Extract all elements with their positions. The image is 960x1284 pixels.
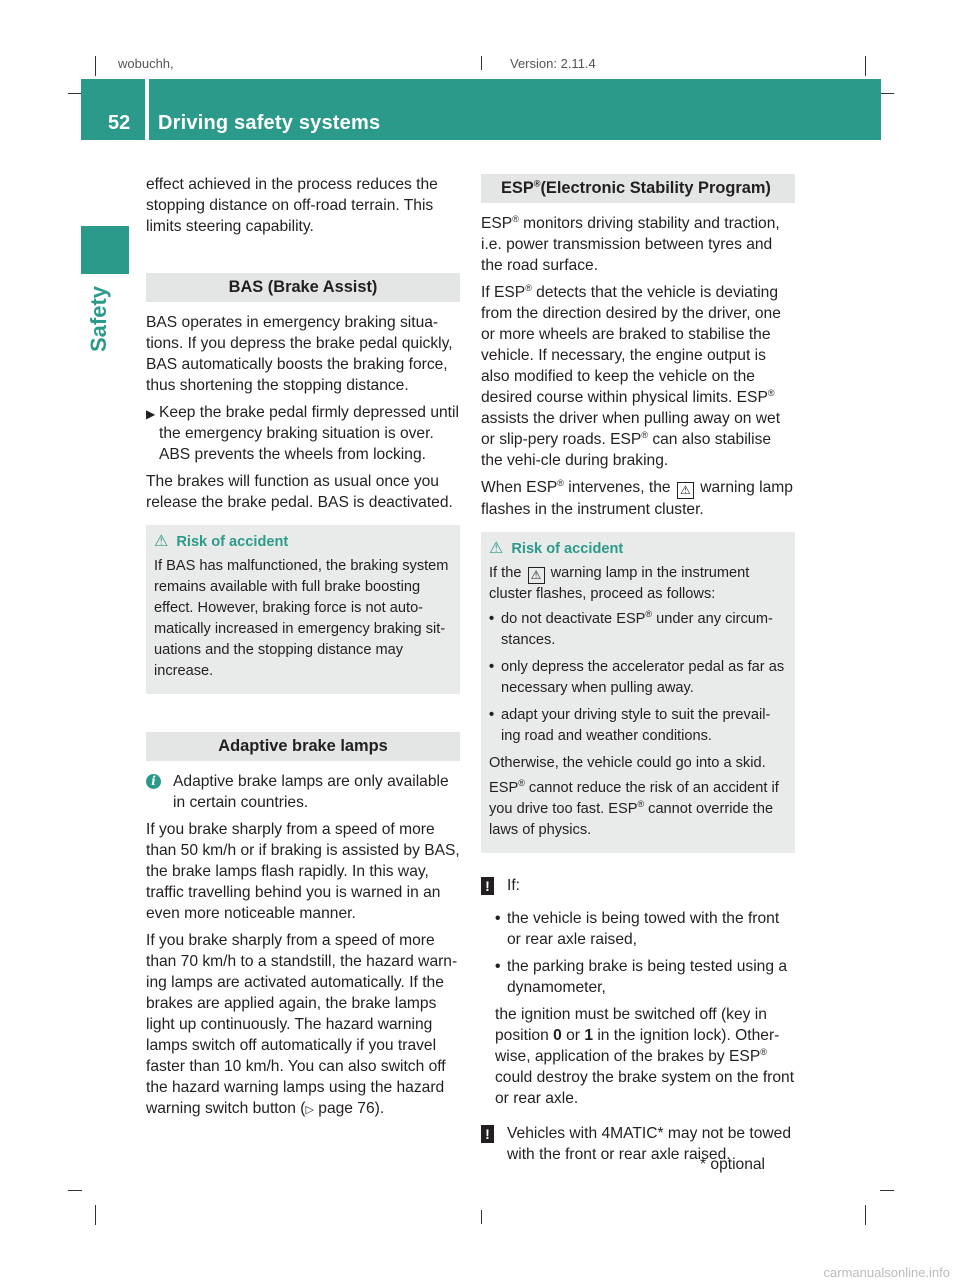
esp-warning-box: [481, 532, 795, 853]
header-divider: [145, 79, 149, 140]
info-note: [146, 771, 460, 813]
print-meta-right: Version: 2.11.4: [510, 56, 596, 71]
notice-1: [481, 875, 795, 902]
list-item-text: [501, 609, 789, 651]
notice-2-text: Vehicles with 4MATIC* may not be towed with the front or rear axle raised.: [507, 1125, 791, 1163]
text-fragment: can also stabilise the vehi-cle during braking.: [481, 431, 772, 469]
warning-text: If BAS has malfunctioned, the braking system remains available with full brake boosting effect. However, braking force is not auto-matically increased in emergency braking sit-uations and the stopping distance may increase.: [154, 558, 449, 679]
text-fragment: in the ignition lock). Other-wise, application of the brakes by ESP: [495, 1027, 780, 1065]
crop-mark: [481, 56, 482, 70]
reg-mark: ®: [760, 1046, 767, 1057]
page-ref-arrow-icon: ▷: [305, 1104, 314, 1116]
list-item: [495, 956, 795, 998]
esp-heading-a: ESP: [501, 179, 534, 197]
text-fragment: warning lamp flashes in the instrument cluster.: [481, 479, 793, 518]
list-item: [489, 657, 789, 699]
list-item-text: only depress the accelerator pedal as far as necessary when pulling away.: [501, 659, 785, 696]
abl-paragraph-1: If you brake sharply from a speed of more than 50 km/h or if braking is assisted by BAS, the brake lamps flash rapidly. In this way, traffic travelling behind you is warned in an even more noticeable manner.: [146, 821, 460, 922]
text-fragment: cannot override the laws of physics.: [489, 801, 774, 838]
watermark: carmanualsonline.info: [823, 1265, 950, 1280]
esp-heading: [481, 174, 795, 203]
bullet-icon: •: [489, 659, 495, 675]
reg-mark: ®: [645, 609, 653, 620]
text-fragment: If the: [489, 565, 526, 581]
abl-paragraph-2-text: If you brake sharply from a speed of more than 70 km/h to a standstill, the hazard warn-ing lamps are activated automatically. If the brakes are applied again, the brake lamps light up continuously. The hazard warning lamps switch off automatically if you travel faster than 10 km/h. You can also switch off the hazard warning lamps using the hazard warning switch button (: [146, 932, 458, 1117]
text-fragment: do not deactivate ESP: [501, 611, 646, 627]
crop-mark: [95, 56, 96, 76]
adaptive-brake-lamps-heading: Adaptive brake lamps: [146, 732, 460, 761]
warning-paragraph-3: [489, 778, 789, 841]
bas-heading: BAS (Brake Assist): [146, 273, 460, 302]
warning-title: [489, 538, 789, 560]
notice-1-paragraph: [495, 1004, 795, 1109]
reg-mark: ®: [557, 477, 564, 488]
text-fragment: monitors driving stability and traction, i.e. power transmission between tyres and the road surface.: [481, 215, 780, 274]
page-number: 52: [108, 112, 131, 134]
bas-step-text: Keep the brake pedal firmly depressed until the emergency braking situation is over. ABS prevents the wheels from locking.: [159, 404, 459, 463]
bas-warning-box: [146, 525, 460, 694]
warning-triangle-icon: ⚠: [489, 540, 504, 557]
list-item: [495, 908, 795, 950]
warning-triangle-icon: ⚠: [154, 533, 169, 550]
bullet-icon: •: [495, 910, 501, 927]
esp-paragraph-2: [481, 282, 795, 471]
list-item-text: adapt your driving style to suit the prevail-ing road and weather conditions.: [501, 707, 771, 744]
text-fragment: cannot reduce the risk of an accident if you drive too fast. ESP: [489, 780, 779, 817]
warning-intro: [489, 563, 789, 605]
text-fragment: or: [561, 1027, 585, 1044]
esp-warning-lamp-icon: ⚠: [677, 482, 694, 499]
step-arrow-icon: ▶: [146, 407, 156, 421]
text-fragment: If ESP: [481, 284, 526, 301]
bullet-icon: •: [489, 707, 495, 723]
list-item-text: the vehicle is being towed with the front or rear axle raised,: [507, 910, 780, 948]
list-item: [489, 705, 789, 747]
notice-1-if: If:: [507, 877, 520, 894]
text-fragment: When ESP: [481, 479, 558, 496]
esp-heading-b: (Electronic Stability Program): [540, 179, 771, 197]
reg-mark: ®: [637, 799, 645, 810]
exclamation-icon: !: [481, 1125, 494, 1143]
reg-mark: ®: [518, 778, 525, 789]
position-0: 0: [553, 1027, 562, 1044]
esp-warning-lamp-icon: ⚠: [528, 567, 545, 584]
text-fragment: warning lamp in the instrument cluster flashes, proceed as follows:: [489, 565, 750, 602]
section-tab-label: Safety: [86, 285, 111, 352]
crop-mark: [68, 93, 82, 94]
crop-mark: [481, 1210, 482, 1224]
text-fragment: intervenes, the: [563, 479, 675, 496]
warning-title: [154, 531, 454, 553]
crop-mark: [865, 56, 866, 76]
text-fragment: ESP: [489, 780, 519, 796]
bullet-icon: •: [489, 611, 495, 627]
bas-step: [146, 402, 460, 465]
list-item-text: the parking brake is being tested using a dynamometer,: [507, 958, 788, 996]
notice-1-body: [507, 875, 520, 902]
bas-paragraph-1: BAS operates in emergency braking situa-tions. If you depress the brake pedal quickly, BAS automatically boosts the braking force, thus shortening the stopping distance.: [146, 314, 453, 394]
esp-paragraph-1: [481, 213, 795, 276]
crop-mark: [880, 1190, 894, 1191]
section-tab-marker: [81, 226, 129, 274]
notice-1-content: [481, 908, 795, 1109]
list-item: [489, 609, 789, 651]
text-fragment: could destroy the brake system on the front or rear axle.: [495, 1069, 795, 1107]
bullet-icon: •: [495, 958, 501, 975]
crop-mark: [95, 1205, 96, 1225]
esp-paragraph-3: [481, 477, 795, 520]
crop-mark: [880, 93, 894, 94]
text-fragment: detects that the vehicle is deviating from the direction desired by the driver, one or more wheels are braked to stabilise the vehicle. If necessary, the engine output is also modified to keep the vehicle on the desired course within physical limits. ESP: [481, 284, 781, 406]
reg-mark: ®: [525, 282, 532, 293]
warning-title-text: Risk of accident: [176, 534, 289, 550]
right-column: [481, 174, 795, 1171]
reg-mark: ®: [641, 429, 648, 440]
abl-paragraph-2: [146, 930, 460, 1121]
page-ref-link[interactable]: page 76).: [313, 1100, 385, 1117]
exclamation-icon: !: [481, 877, 494, 895]
text-fragment: assists the driver when pulling away on wet or slip-pery roads. ESP: [481, 410, 781, 448]
text-fragment: ESP: [481, 215, 513, 232]
warning-title-text: Risk of accident: [511, 541, 624, 557]
footnote: * optional: [700, 1156, 766, 1173]
reg-mark: ®: [512, 213, 519, 224]
page-title: Driving safety systems: [158, 112, 381, 134]
info-icon: i: [146, 774, 161, 789]
reg-mark: ®: [767, 387, 775, 398]
position-1: 1: [584, 1027, 593, 1044]
print-meta-left: wobuchh,: [118, 56, 174, 71]
info-note-text: Adaptive brake lamps are only available in certain countries.: [173, 773, 449, 811]
crop-mark: [865, 1205, 866, 1225]
reg-mark: ®: [533, 178, 541, 189]
intro-paragraph: effect achieved in the process reduces the stopping distance on off-road terrain. This limits steering capability.: [146, 176, 438, 235]
text-fragment: the ignition must be switched off (key in position: [495, 1006, 767, 1044]
bas-paragraph-2: The brakes will function as usual once you release the brake pedal. BAS is deactivated.: [146, 473, 453, 511]
warning-paragraph-2: Otherwise, the vehicle could go into a skid.: [489, 755, 766, 771]
left-column: [146, 174, 460, 1127]
text-fragment: under any circum-stances.: [501, 611, 773, 648]
crop-mark: [68, 1190, 82, 1191]
